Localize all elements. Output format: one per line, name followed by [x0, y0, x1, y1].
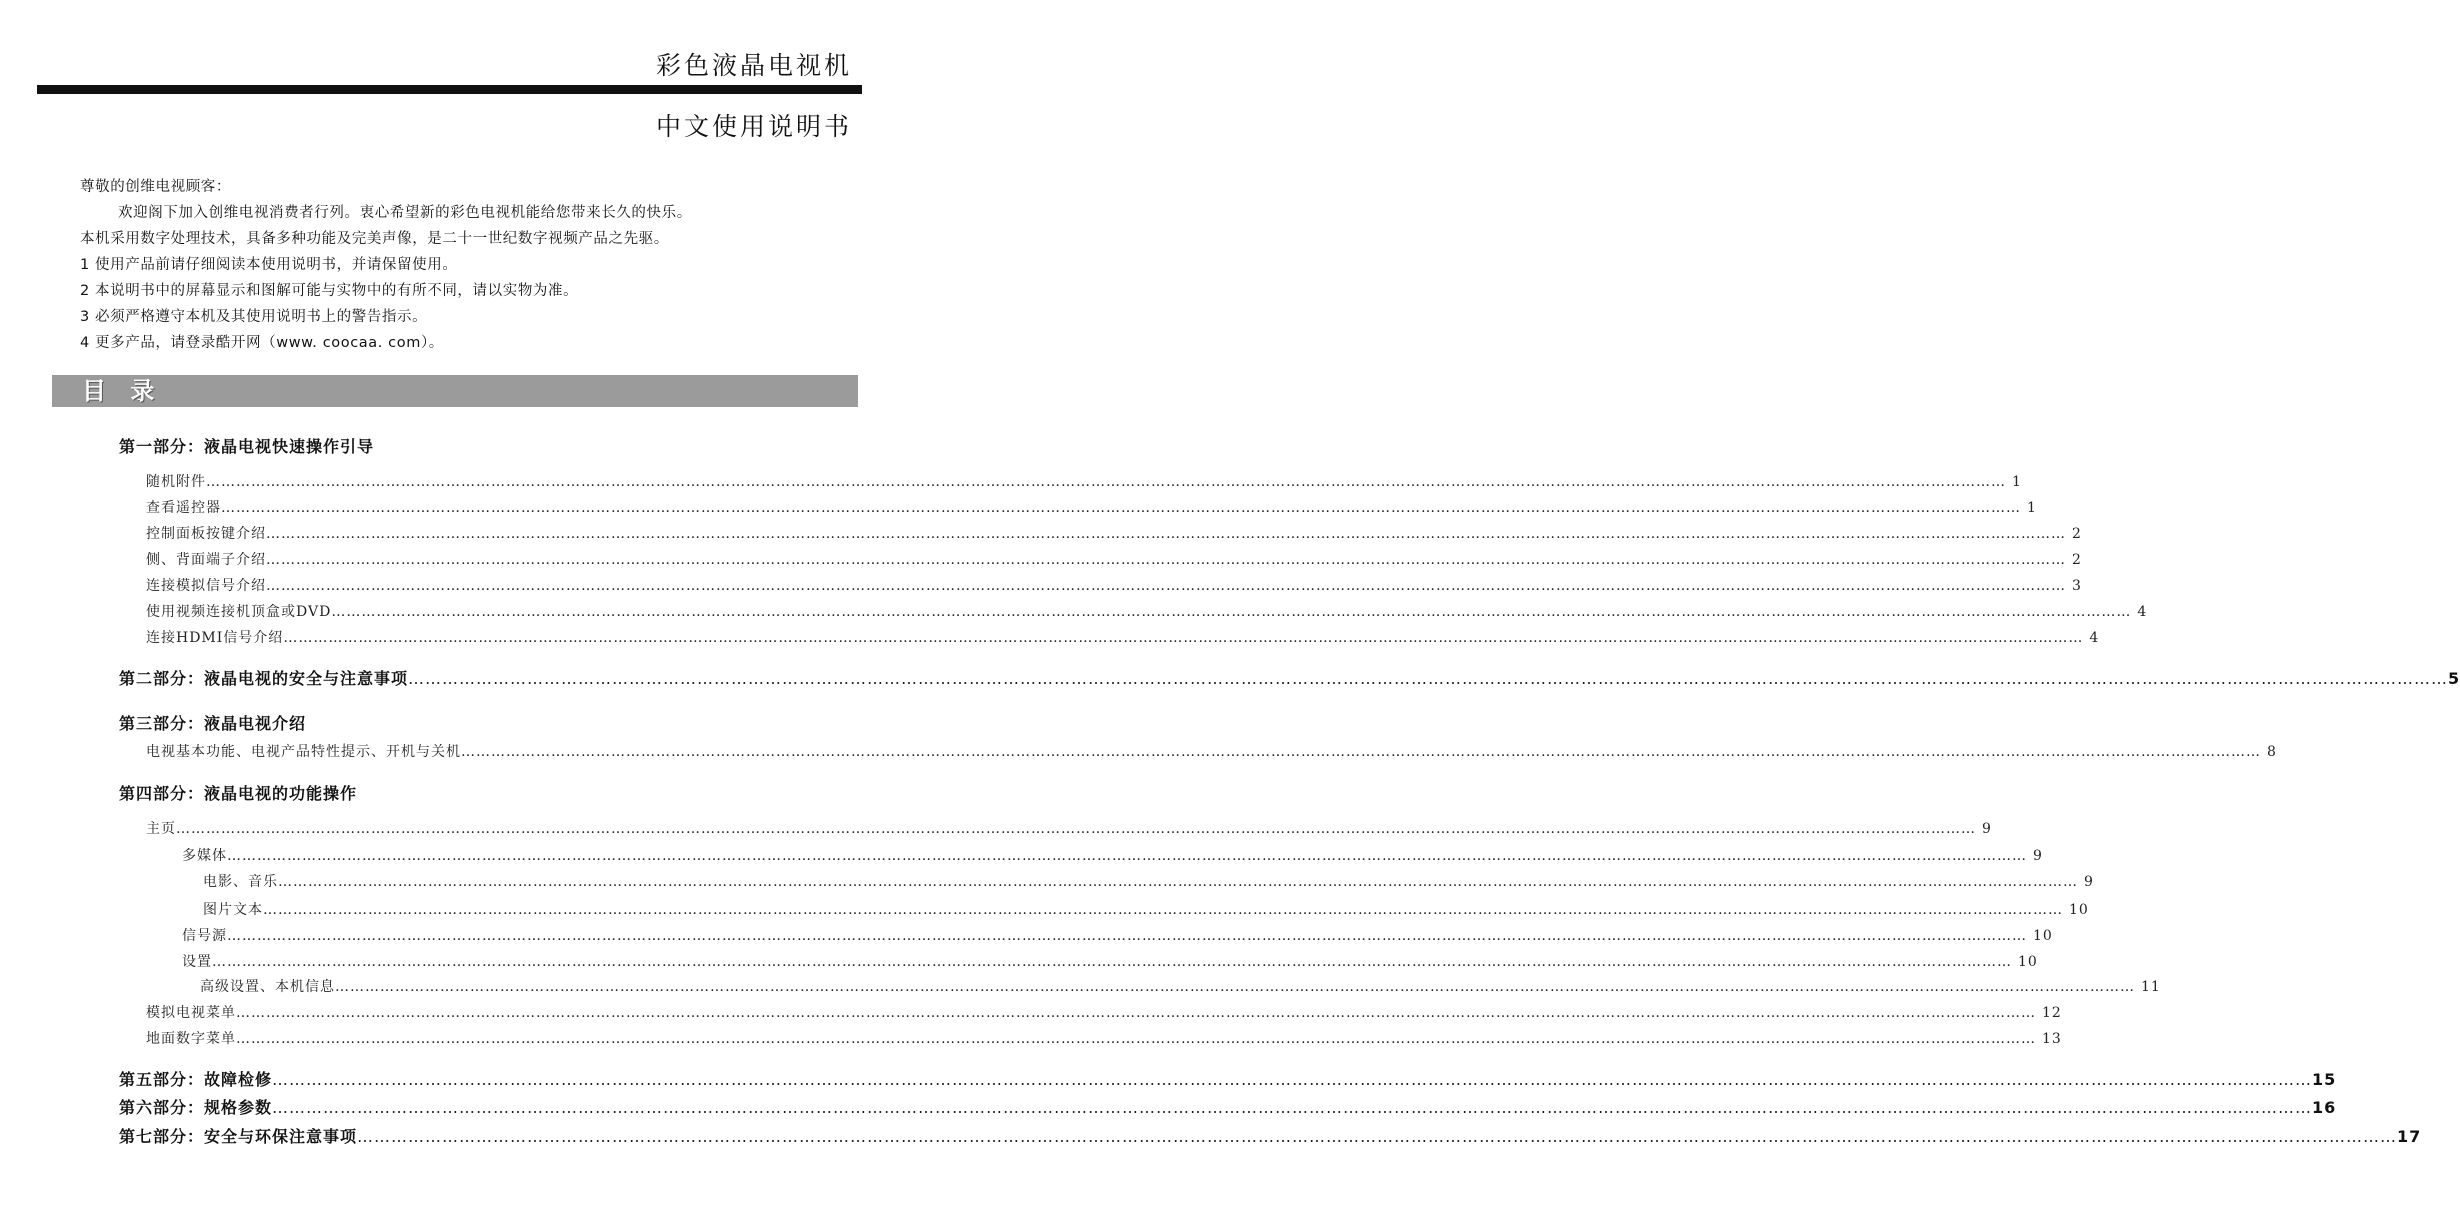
toc-page-number: 1 [2012, 474, 2022, 490]
toc-part-2[interactable] [119, 666, 2460, 689]
toc-page-number: 2 [2072, 552, 2082, 568]
toc-part-title: 第六部分：规格参数 [119, 1098, 273, 1117]
toc-part-3[interactable] [119, 711, 306, 734]
toc-page-number: 8 [2267, 744, 2277, 760]
toc-item-label: 连接HDMI信号介绍 [146, 630, 284, 646]
intro-section [80, 174, 870, 356]
toc-item-remote[interactable] [146, 497, 2037, 517]
toc-heading-bar [52, 375, 858, 407]
toc-item-label: 随机附件 [146, 474, 206, 490]
manual-title: 中文使用说明书 [655, 112, 852, 141]
product-title: 彩色液晶电视机 [655, 51, 852, 80]
toc-leader-dots: ……………………………………………………………………………………………………………………………………………………………………………………………………………………………………………………………………………………………………………………………… [335, 979, 2135, 995]
toc-page-number: 3 [2072, 578, 2082, 594]
toc-item-label: 多媒体 [182, 848, 227, 864]
toc-item-digital-tv-menu[interactable] [146, 1028, 2062, 1048]
toc-leader-dots: ……………………………………………………………………………………………………………………………………………………………………………………………………………………………………………………………………………………………………………………………… [263, 902, 2063, 918]
toc-page-number: 4 [2137, 604, 2148, 620]
toc-part-title: 第四部分：液晶电视的功能操作 [119, 784, 358, 803]
toc-item-movie-music[interactable] [203, 871, 2094, 891]
intro-note-4: 4 更多产品，请登录酷开网（www. coocaa. com）。 [80, 335, 444, 351]
toc-item-label: 电视基本功能、电视产品特性提示、开机与关机 [146, 744, 461, 760]
toc-item-label: 控制面板按键介绍 [146, 526, 266, 542]
toc-part-4[interactable] [119, 781, 357, 804]
toc-page-number: 10 [2018, 954, 2038, 970]
toc-item-label: 地面数字菜单 [146, 1031, 236, 1047]
toc-page-number: 9 [2033, 848, 2043, 864]
toc-leader-dots: ……………………………………………………………………………………………………………………………………………………………………………………………………………………………………………………………………………………………………………………………… [283, 630, 2084, 646]
toc-part-7[interactable] [119, 1124, 2422, 1147]
toc-part-1[interactable] [119, 434, 374, 457]
toc-item-label: 连接模拟信号介绍 [146, 578, 266, 594]
toc-page-number: 12 [2042, 1005, 2062, 1021]
toc-page-number: 10 [2033, 928, 2053, 944]
toc-page-number: 10 [2069, 902, 2089, 918]
toc-item-label: 信号源 [182, 928, 227, 944]
toc-leader-dots: ……………………………………………………………………………………………………………………………………………………………………………………………………………………………………………………………………………………………………………………………… [278, 874, 2078, 890]
toc-leader-dots: ……………………………………………………………………………………………………………………………………………………………………………………………………………………………………………………………………………………………………………………………… [266, 552, 2066, 568]
toc-item-label: 查看遥控器 [146, 500, 221, 516]
toc-part-title: 第一部分：液晶电视快速操作引导 [119, 437, 375, 456]
toc-item-advanced-settings[interactable] [200, 976, 2161, 996]
toc-leader-dots: ……………………………………………………………………………………………………………………………………………………………………………………………………………………………………………………………………………………………………………………………… [331, 604, 2132, 620]
toc-leader-dots: ……………………………………………………………………………………………………………………………………………………………………………………………………………………………………………………………………………………………………………………………… [221, 500, 2021, 516]
toc-item-label: 设置 [182, 954, 212, 970]
toc-item-basic-functions[interactable] [146, 741, 2277, 761]
toc-page-number: 9 [2084, 874, 2094, 890]
toc-item-label: 侧、背面端子介绍 [146, 552, 266, 568]
toc-item-control-panel[interactable] [146, 523, 2082, 543]
toc-item-label: 高级设置、本机信息 [200, 979, 335, 995]
toc-part-title: 第七部分：安全与环保注意事项 [119, 1127, 358, 1146]
toc-leader-dots: ……………………………………………………………………………………………………………………………………………………………………………………………………………………………………………………………………………………………………………………………… [236, 1031, 2036, 1047]
toc-part-6[interactable] [119, 1095, 2337, 1118]
intro-greeting: 尊敬的创维电视顾客： [80, 179, 231, 195]
toc-page-number: 13 [2042, 1031, 2062, 1047]
intro-note-3: 3 必须严格遵守本机及其使用说明书上的警告指示。 [80, 309, 428, 325]
toc-leader-dots: ……………………………………………………………………………………………………………………………………………………………………………………………………………………………………………………………………………………………………………………………… [236, 1005, 2036, 1021]
toc-leader-dots: ……………………………………………………………………………………………………………………………………………………………………………………………………………………………………………………………………………………………………………………………… [272, 1070, 2313, 1089]
toc-leader-dots: ……………………………………………………………………………………………………………………………………………………………………………………………………………………………………………………………………………………………………………………………… [357, 1127, 2398, 1146]
toc-part-5[interactable] [119, 1067, 2337, 1090]
toc-item-picture-text[interactable] [203, 899, 2089, 919]
toc-leader-dots: ……………………………………………………………………………………………………………………………………………………………………………………………………………………………………………………………………………………………………………………………… [266, 578, 2066, 594]
toc-item-label: 模拟电视菜单 [146, 1005, 236, 1021]
toc-item-video-dvd[interactable] [146, 601, 2148, 621]
intro-welcome: 欢迎阁下加入创维电视消费者行列。衷心希望新的彩色电视机能给您带来长久的快乐。 [118, 205, 692, 221]
toc-page-number: 17 [2397, 1127, 2422, 1146]
toc-item-label: 电影、音乐 [203, 874, 278, 890]
toc-page-number: 4 [2089, 630, 2100, 646]
toc-item-analog-tv-menu[interactable] [146, 1002, 2062, 1022]
toc-page-number: 5 [2448, 669, 2460, 688]
toc-item-settings[interactable] [182, 951, 2038, 971]
toc-item-multimedia[interactable] [182, 845, 2043, 865]
toc-heading: 目 录 [82, 377, 163, 405]
toc-page-number: 11 [2141, 979, 2161, 995]
toc-item-accessories[interactable] [146, 471, 2022, 491]
toc-part-title: 第三部分：液晶电视介绍 [119, 714, 307, 733]
toc-item-analog-signal[interactable] [146, 575, 2082, 595]
toc-item-label: 使用视频连接机顶盒或DVD [146, 604, 332, 620]
toc-leader-dots: ……………………………………………………………………………………………………………………………………………………………………………………………………………………………………………………………………………………………………………………………… [227, 928, 2027, 944]
toc-item-signal-source[interactable] [182, 925, 2053, 945]
toc-item-terminals[interactable] [146, 549, 2082, 569]
toc-part-title: 第二部分：液晶电视的安全与注意事项 [119, 669, 409, 688]
intro-note-2: 2 本说明书中的屏幕显示和图解可能与实物中的有所不同，请以实物为准。 [80, 283, 579, 299]
intro-note-1: 1 使用产品前请仔细阅读本使用说明书，并请保留使用。 [80, 257, 458, 273]
toc-leader-dots: ……………………………………………………………………………………………………………………………………………………………………………………………………………………………………………………………………………………………………………………………… [176, 821, 1976, 837]
toc-leader-dots: ……………………………………………………………………………………………………………………………………………………………………………………………………………………………………………………………………………………………………………………………… [206, 474, 2006, 490]
toc-page-number: 15 [2312, 1070, 2337, 1089]
toc-page-number: 16 [2312, 1098, 2337, 1117]
toc-item-label: 图片文本 [203, 902, 263, 918]
toc-item-home[interactable] [146, 818, 1992, 838]
toc-leader-dots: ……………………………………………………………………………………………………………………………………………………………………………………………………………………………………………………………………………………………………………………………… [272, 1098, 2313, 1117]
toc-part-title: 第五部分：故障检修 [119, 1070, 273, 1089]
toc-item-label: 主页 [146, 821, 176, 837]
toc-leader-dots: ……………………………………………………………………………………………………………………………………………………………………………………………………………………………………………………………………………………………………………………………… [408, 669, 2449, 688]
toc-leader-dots: ……………………………………………………………………………………………………………………………………………………………………………………………………………………………………………………………………………………………………………………………… [266, 526, 2066, 542]
toc-item-hdmi[interactable] [146, 627, 2100, 647]
header-divider [37, 85, 862, 94]
toc-page-number: 1 [2027, 500, 2037, 516]
toc-leader-dots: ……………………………………………………………………………………………………………………………………………………………………………………………………………………………………………………………………………………………………………………………… [461, 744, 2261, 760]
toc-leader-dots: ……………………………………………………………………………………………………………………………………………………………………………………………………………………………………………………………………………………………………………………………… [227, 848, 2027, 864]
toc-page-number: 2 [2072, 526, 2082, 542]
toc-leader-dots: ……………………………………………………………………………………………………………………………………………………………………………………………………………………………………………………………………………………………………………………………… [212, 954, 2012, 970]
intro-tech: 本机采用数字处理技术，具备多种功能及完美声像，是二十一世纪数字视频产品之先驱。 [80, 231, 669, 247]
toc-page-number: 9 [1982, 821, 1992, 837]
